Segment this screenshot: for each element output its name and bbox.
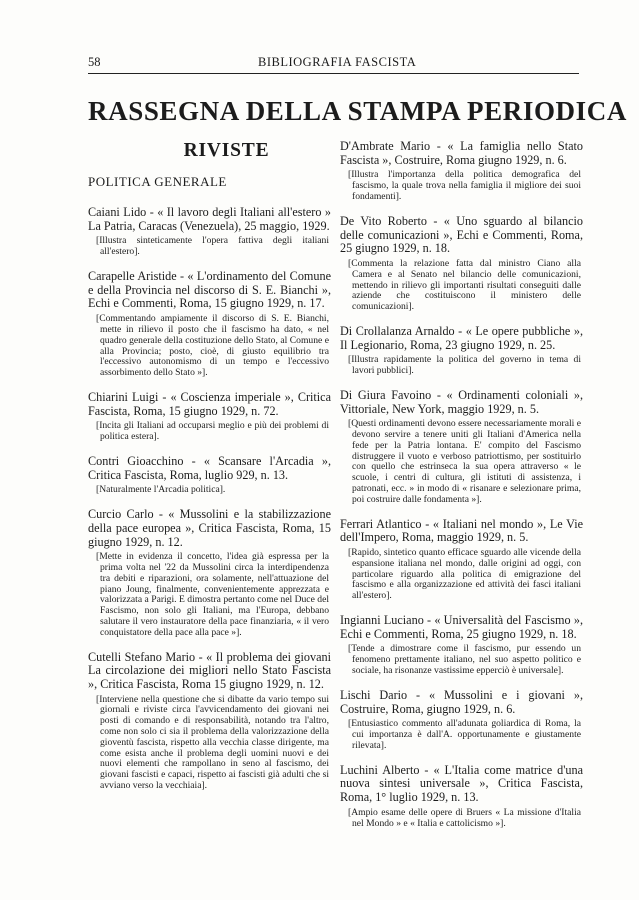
bibliography-entry bbox=[340, 215, 583, 313]
bibliography-entry bbox=[88, 391, 331, 443]
entry-note: [Commenta la relazione fatta dal ministro Ciano alla Camera e al Senato nel bilancio delle comunicazioni, mettendo in rilievo gli importanti risultati conseguiti dalle aziende che costituiscono il ministero delle comunicazioni]. bbox=[348, 257, 581, 313]
entry-citation: Contri Gioacchino - « Scansare l'Arcadia », Critica Fascista, Roma, luglio 929, n. 13. bbox=[88, 453, 331, 482]
entry-note: [Interviene nella questione che si dibatte da vario tempo sui giornali e riviste circa l'avvicendamento dei giovani nei posti di comando e di responsabilità, notando tra l'altro, come non solo ci sia il problema della valorizzazione della gioventù fascista, rispetto alla vecchia classe dirigente, ma come esista anche il problema degli uomini nuovi e dei nuovi elementi che rampollano in seno al fascismo, dei giovani fascisti e capaci, rispetto ai fascisti già adulti che si avviano verso la vecchiaia]. bbox=[96, 693, 329, 792]
running-title: BIBLIOGRAFIA FASCISTA bbox=[258, 55, 417, 69]
bibliography-entry bbox=[88, 508, 331, 638]
entry-citation: Ingianni Luciano - « Universalità del Fascismo », Echi e Commenti, Roma, 25 giugno 1929, n. 18. bbox=[340, 613, 583, 641]
left-column bbox=[88, 140, 331, 804]
entry-note: [Entusiastico commento all'adunata goliardica di Roma, la cui importanza è dall'A. opportunamente e giustamente rilevata]. bbox=[348, 718, 581, 751]
bibliography-entry bbox=[340, 689, 583, 752]
entry-citation: Ferrari Atlantico - « Italiani nel mondo », Le Vie dell'Impero, Roma, maggio 1929, n. 5. bbox=[340, 516, 583, 545]
bibliography-entry bbox=[340, 764, 583, 830]
entry-note: [Mette in evidenza il concetto, l'idea già espressa per la prima volta nel '22 da Mussolini circa la interdipendenza tra debiti e riparazioni, ora solamente, nell'attuazione del piano Joung, finalmente, convenientemente apprezzata e valorizzata a Parigi. E dimostra pertanto come nel Duce del Fascismo, non solo gli Italiani, ma l'Europa, debbano salutare il vero instauratore della pace finanziaria, « il vero conquistatore della pace alla pace »]. bbox=[96, 551, 329, 638]
entry-citation: Lischi Dario - « Mussolini e i giovani », Costruire, Roma, giugno 1929, n. 6. bbox=[340, 687, 583, 716]
bibliography-entry bbox=[340, 614, 583, 677]
entry-citation: Curcio Carlo - « Mussolini e la stabilizzazione della pace europea », Critica Fascista, Roma, 15 giugno 1929, n. 12. bbox=[88, 507, 331, 549]
entry-note: [Tende a dimostrare come il fascismo, pur essendo un fenomeno prettamente italiano, nel suo aspetto politico e sociale, ha risonanze vastissime epperciò è universale]. bbox=[348, 643, 581, 677]
entry-citation: Carapelle Aristide - « L'ordinamento del Comune e della Provincia nel discorso di S. E. Bianchi », Echi e Commenti, Roma, 15 giugno 1929, n. 17. bbox=[88, 269, 331, 311]
entry-note: [Illustra l'importanza della politica demografica del fascismo, la quale trova nella famiglia il migliore dei suoi fondamenti]. bbox=[348, 169, 581, 202]
bibliography-entry bbox=[340, 140, 583, 203]
page-header bbox=[88, 55, 579, 74]
entry-note: [Illustra rapidamente la politica del governo in tema di lavori pubblici]. bbox=[348, 354, 581, 377]
entry-note: [Commentando ampiamente il discorso di S. E. Bianchi, mette in rilievo il posto che il fascismo ha dato, « nel quadro generale della costituzione dello Stato, al Comune e alla Provincia; posto, cioè, di giusto equilibrio tra l'eccessivo autonomismo di un tempo e l'eccessivo assorbimento dello Stato »]. bbox=[96, 313, 329, 379]
section-heading: RIVISTE bbox=[183, 140, 270, 161]
entry-note: [Rapido, sintetico quanto efficace sguardo alle vicende della espansione italiana nel mondo, dalle origini ad oggi, con particolare riguardo alla politica di emigrazione del fascismo e alla organizzazione ed attività dei fasci italiani all'estero]. bbox=[348, 547, 581, 602]
entry-citation: Cutelli Stefano Mario - « Il problema dei giovani La circolazione dei migliori nello Stato Fascista », Critica Fascista, Roma 15 giugno 1929, n. 12. bbox=[88, 649, 331, 691]
bibliography-entry bbox=[340, 325, 583, 377]
bibliography-entry bbox=[88, 455, 331, 496]
page-title: RASSEGNA DELLA STAMPA PERIODICA bbox=[88, 96, 627, 126]
entry-note: [Ampio esame delle opere di Bruers « La missione d'Italia nel Mondo » e « Italia e cattolicismo »]. bbox=[348, 806, 581, 829]
entry-note: [Questi ordinamenti devono essere necessariamente morali e devono servire a tenere uniti gli Italiani d'America nella fede per la Patria lontana. E' compito del Fascismo distruggere il vuoto e verboso patriottismo, per sostituirlo con quello che estrinseca la sua opera attraverso « le scuole, i centri di cultura, gli istituti di assistenza, i patronati, ecc. » in modo di « risanare e selezionare prima, poi costruire dalle fondamenta »]. bbox=[348, 418, 581, 505]
entry-citation: Di Giura Favoino - « Ordinamenti coloniali », Vittoriale, New York, maggio 1929, n. 5. bbox=[340, 387, 583, 416]
entry-citation: D'Ambrate Mario - « La famiglia nello Stato Fascista », Costruire, Roma giugno 1929, n. 6. bbox=[340, 139, 583, 167]
bibliography-entry bbox=[88, 270, 331, 379]
entry-note: [Illustra sinteticamente l'opera fattiva degli italiani all'estero]. bbox=[96, 235, 329, 258]
bibliography-entry bbox=[340, 518, 583, 602]
entry-citation: Luchini Alberto - « L'Italia come matrice d'una nuova sintesi universale », Critica Fascista, Roma, 1° luglio 1929, n. 13. bbox=[340, 762, 583, 805]
entry-citation: Chiarini Luigi - « Coscienza imperiale », Critica Fascista, Roma, 15 giugno 1929, n. 72. bbox=[88, 389, 331, 418]
right-column bbox=[340, 140, 583, 841]
bibliography-entry bbox=[88, 651, 331, 792]
entry-citation: De Vito Roberto - « Uno sguardo al bilancio delle comunicazioni », Echi e Commenti, Roma, 25 giugno 1929, n. 18. bbox=[340, 213, 583, 256]
bibliography-entry bbox=[88, 206, 331, 258]
entry-citation: Caiani Lido - « Il lavoro degli Italiani all'estero » La Patria, Caracas (Venezuela), 25 maggio, 1929. bbox=[88, 205, 331, 233]
entry-citation: Di Crollalanza Arnaldo - « Le opere pubbliche », Il Legionario, Roma, 23 giugno 1929, n. 25. bbox=[340, 323, 583, 352]
entry-note: [Incita gli Italiani ad occuparsi meglio e più dei problemi di politica estera]. bbox=[96, 420, 329, 443]
bibliography-entry bbox=[340, 389, 583, 506]
entry-note: [Naturalmente l'Arcadia politica]. bbox=[96, 484, 226, 496]
subsection-heading: POLITICA GENERALE bbox=[88, 174, 227, 189]
page-number: 58 bbox=[88, 55, 101, 69]
